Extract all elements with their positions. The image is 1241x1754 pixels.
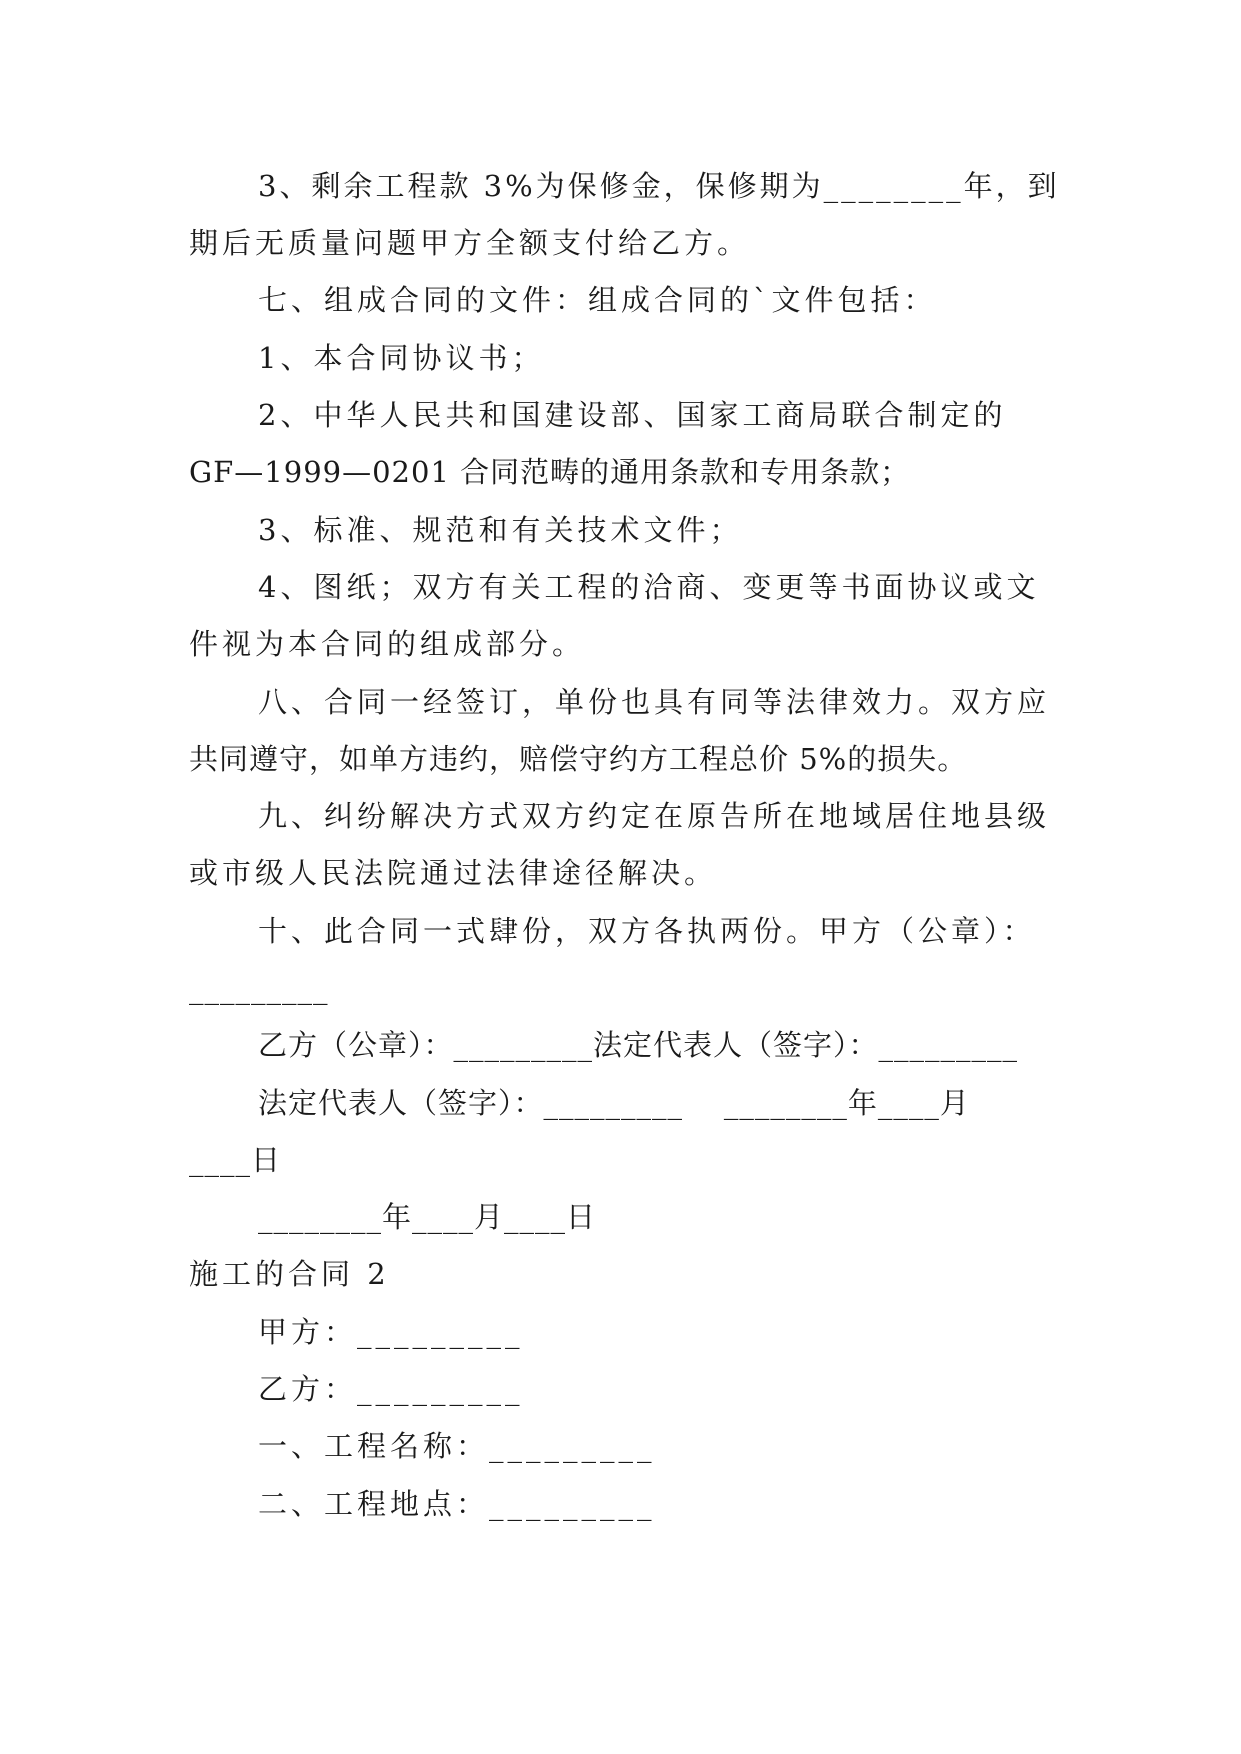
paragraph-line: 或市级人民法院通过法律途径解决。 [189, 856, 718, 890]
list-item-line: 1、本合同协议书； [258, 341, 545, 375]
date-line: ________年____月____日 [258, 1200, 597, 1234]
list-item-line: 2、中华人民共和国建设部、国家工商局联合制定的 [258, 398, 1007, 432]
date-line: ____日 [189, 1143, 282, 1177]
document-title: 施工的合同 2 [189, 1257, 390, 1291]
signature-blank-line: _________ [189, 971, 329, 1005]
paragraph-line: 共同遵守，如单方违约，赔偿守约方工程总价 5%的损失。 [189, 742, 968, 776]
list-item-line: 4、图纸；双方有关工程的洽商、变更等书面协议或文 [258, 570, 1040, 604]
party-b-line: 乙方：_________ [258, 1372, 524, 1406]
paragraph-line: 期后无质量问题甲方全额支付给乙方。 [189, 226, 751, 260]
paragraph-line: 3、剩余工程款 3%为保修金，保修期为________年，到 [258, 169, 1060, 203]
project-name-line: 一、工程名称：_________ [258, 1429, 656, 1463]
paragraph-line: GF—1999—0201 合同范畴的通用条款和专用条款； [189, 455, 911, 489]
section-heading-line: 八、合同一经签订，单份也具有同等法律效力。双方应 [258, 685, 1051, 719]
signature-line: 乙方（公章）：_________法定代表人（签字）：_________ [258, 1028, 1019, 1062]
signature-line: 法定代表人（签字）：_________ ________年____月 [258, 1086, 970, 1120]
section-heading-line: 十、此合同一式肆份，双方各执两份。甲方（公章）： [258, 914, 1036, 948]
party-a-line: 甲方：_________ [258, 1315, 524, 1349]
paragraph-line: 件视为本合同的组成部分。 [189, 627, 586, 661]
section-heading-line: 九、纠纷解决方式双方约定在原告所在地域居住地县级 [258, 799, 1051, 833]
list-item-line: 3、标准、规范和有关技术文件； [258, 513, 743, 547]
section-heading-line: 七、组成合同的文件：组成合同的`文件包括： [258, 283, 937, 317]
project-location-line: 二、工程地点：_________ [258, 1487, 656, 1521]
